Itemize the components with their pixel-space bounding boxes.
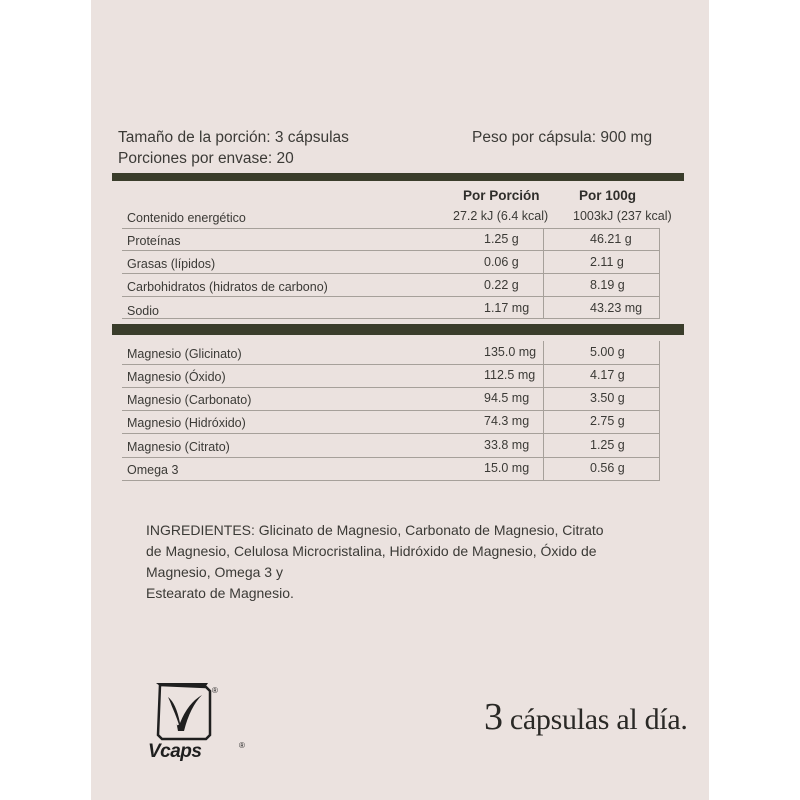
- row-per-100g: 4.17 g: [590, 368, 625, 382]
- ingredients-line: INGREDIENTES: Glicinato de Magnesio, Carbonato de Magnesio, Citrato: [146, 522, 604, 538]
- row-label: Magnesio (Citrato): [127, 440, 230, 454]
- top-divider-bar: [112, 173, 684, 181]
- row-per-serving: 112.5 mg: [484, 368, 536, 382]
- row-per-serving: 135.0 mg: [484, 345, 537, 359]
- vcaps-brand: Vcaps: [148, 741, 202, 762]
- row-divider: [122, 480, 659, 481]
- row-per-serving: 33.8 mg: [484, 438, 530, 452]
- row-per-100g: 1003kJ (237 kcal): [573, 209, 672, 223]
- dosage-number: 3: [484, 696, 503, 738]
- row-per-serving: 0.22 g: [484, 278, 519, 292]
- row-divider: [122, 228, 659, 229]
- row-label: Sodio: [127, 304, 159, 318]
- row-label: Omega 3: [127, 463, 179, 477]
- row-per-serving: 1.25 g: [484, 232, 519, 246]
- row-per-100g: 46.21 g: [590, 232, 632, 246]
- column-divider: [543, 341, 544, 481]
- row-per-100g: 0.56 g: [590, 461, 625, 475]
- ingredients-text: [146, 520, 666, 604]
- row-label: Grasas (lípidos): [127, 257, 216, 271]
- row-label: Magnesio (Óxido): [127, 370, 226, 384]
- serving-size: Tamaño de la porción: 3 cápsulas: [118, 129, 349, 146]
- row-per-serving: 74.3 mg: [484, 414, 530, 428]
- middle-divider-bar: [112, 324, 684, 335]
- column-divider: [659, 341, 660, 481]
- row-per-100g: 5.00 g: [590, 345, 625, 359]
- row-per-100g: 2.75 g: [590, 414, 625, 428]
- row-divider: [122, 457, 659, 458]
- dosage-tagline: [484, 695, 688, 739]
- row-label: Magnesio (Carbonato): [127, 393, 252, 407]
- row-label: Carbohidratos (hidratos de carbono): [127, 280, 328, 294]
- row-per-serving: 0.06 g: [484, 255, 519, 269]
- ingredients-line: de Magnesio, Celulosa Microcristalina, Hidróxido de Magnesio, Óxido de: [146, 543, 597, 559]
- row-per-serving: 1.17 mg: [484, 301, 530, 315]
- row-divider: [122, 273, 659, 274]
- row-divider: [122, 250, 659, 251]
- ingredients-line: Magnesio, Omega 3 y: [146, 564, 283, 580]
- row-per-100g: 2.11 g: [590, 255, 624, 269]
- row-per-serving: 27.2 kJ (6.4 kcal): [453, 209, 549, 223]
- row-label: Magnesio (Glicinato): [127, 347, 242, 361]
- row-label: Proteínas: [127, 234, 181, 248]
- row-per-100g: 3.50 g: [590, 391, 625, 405]
- weight-per-capsule: Peso por cápsula: 900 mg: [472, 129, 653, 146]
- row-per-serving: 15.0 mg: [484, 461, 530, 475]
- row-per-serving: 94.5 mg: [484, 391, 530, 405]
- row-label: Magnesio (Hidróxido): [127, 416, 246, 430]
- row-divider: [122, 387, 659, 388]
- row-per-100g: 1.25 g: [590, 438, 625, 452]
- row-divider: [122, 364, 659, 365]
- row-divider: [122, 318, 659, 319]
- row-per-100g: 43.23 mg: [590, 301, 643, 315]
- column-divider: [659, 228, 660, 319]
- header-per-100g: Por 100g: [579, 188, 637, 203]
- registered-mark: ®: [239, 741, 245, 750]
- row-divider: [122, 433, 659, 434]
- ingredients-line: Estearato de Magnesio.: [146, 585, 294, 601]
- registered-mark: ®: [212, 686, 218, 695]
- header-per-serving: Por Porción: [463, 188, 540, 203]
- row-label: Contenido energético: [127, 211, 246, 225]
- column-divider: [543, 228, 544, 319]
- row-divider: [122, 296, 659, 297]
- row-divider: [122, 410, 659, 411]
- row-per-100g: 8.19 g: [590, 278, 625, 292]
- dosage-text: cápsulas al día.: [509, 703, 688, 736]
- servings-per-container: Porciones por envase: 20: [118, 150, 294, 167]
